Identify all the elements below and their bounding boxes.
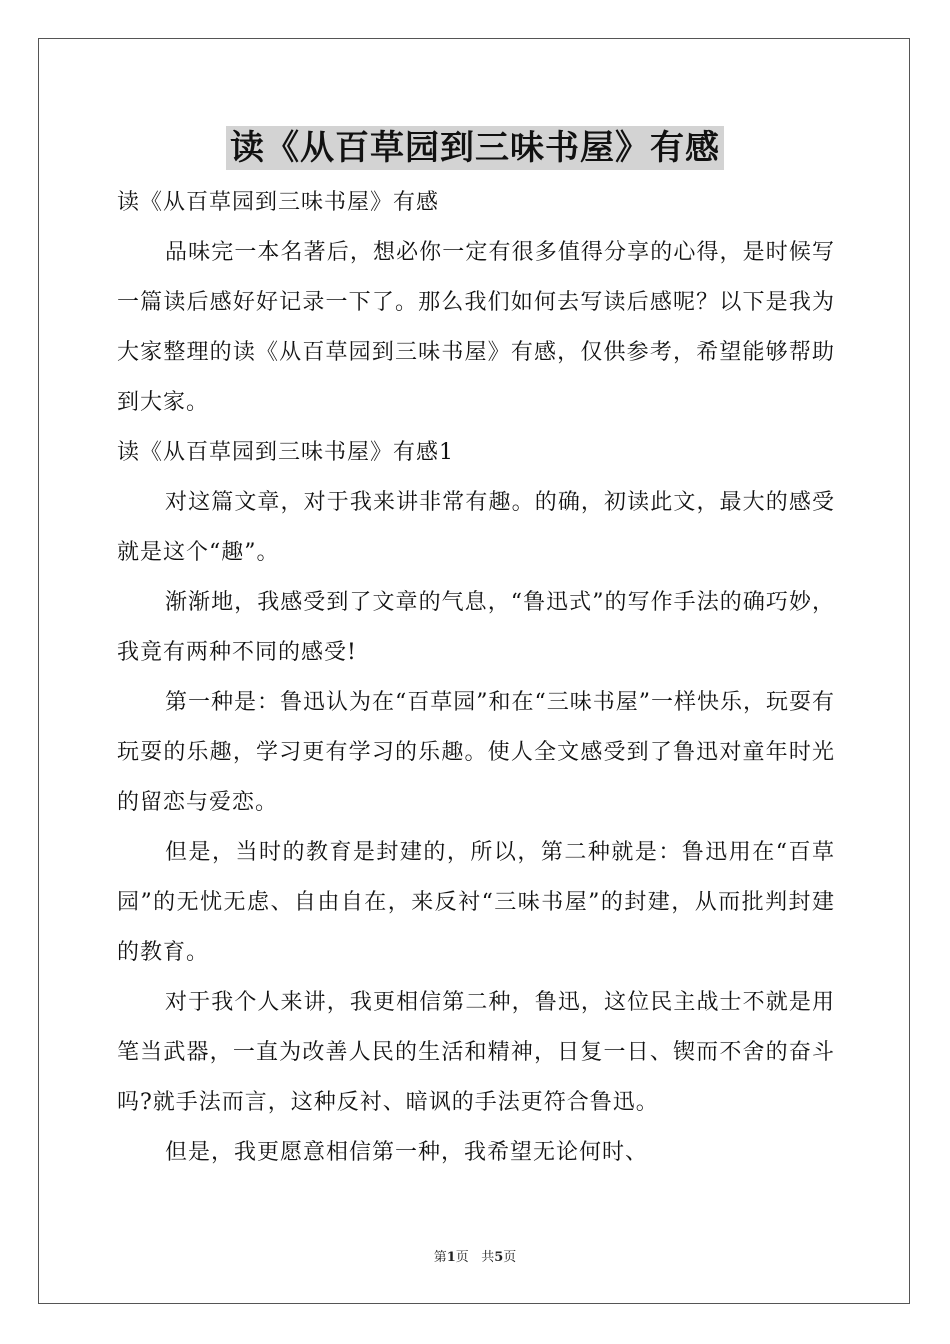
footer-page-current: 1	[446, 1250, 456, 1265]
footer-total-unit: 页	[503, 1250, 517, 1265]
paragraph-1: 读《从百草园到三味书屋》有感	[117, 190, 440, 215]
document-body	[117, 178, 835, 1178]
paragraph-3: 读《从百草园到三味书屋》有感1	[117, 440, 454, 465]
paragraph-8: 对于我个人来讲，我更相信第二种，鲁迅，这位民主战士不就是用笔当武器，一直为改善人民的生活和精神，日复一日、锲而不舍的奋斗吗?就手法而言，这种反衬、暗讽的手法更符合鲁迅。	[117, 990, 835, 1115]
paragraph-6: 第一种是：鲁迅认为在“百草园”和在“三味书屋”一样快乐，玩耍有玩耍的乐趣，学习更有学习的乐趣。使人全文感受到了鲁迅对童年时光的留恋与爱恋。	[117, 690, 835, 815]
footer-page-unit: 页	[455, 1250, 469, 1265]
document-title: 读《从百草园到三味书屋》有感	[226, 126, 724, 170]
page-footer	[0, 1246, 950, 1265]
paragraph-5: 渐渐地，我感受到了文章的气息，“鲁迅式”的写作手法的确巧妙，我竟有两种不同的感受!	[117, 590, 835, 665]
paragraph-4: 对这篇文章，对于我来讲非常有趣。的确，初读此文，最大的感受就是这个“趣”。	[117, 490, 835, 565]
footer-total-prefix: 共	[481, 1250, 495, 1265]
paragraph-2: 品味完一本名著后，想必你一定有很多值得分享的心得，是时候写一篇读后感好好记录一下了。那么我们如何去写读后感呢？以下是我为大家整理的读《从百草园到三味书屋》有感，仅供参考，希望能够帮助到大家。	[117, 240, 835, 415]
footer-page-prefix: 第	[433, 1250, 447, 1265]
paragraph-7: 但是，当时的教育是封建的，所以，第二种就是：鲁迅用在“百草园”的无忧无虑、自由自在，来反衬“三味书屋”的封建，从而批判封建的教育。	[117, 840, 835, 965]
title-container	[0, 126, 950, 170]
paragraph-9: 但是，我更愿意相信第一种，我希望无论何时、	[165, 1140, 649, 1165]
footer-page-total: 5	[494, 1250, 504, 1265]
